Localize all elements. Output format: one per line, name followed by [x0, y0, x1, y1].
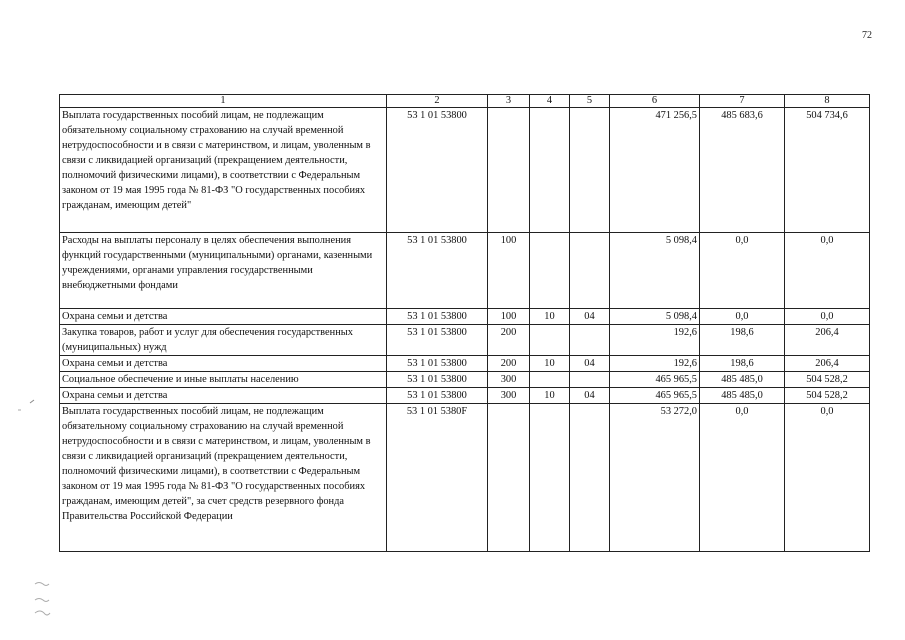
- header-col-7: 7: [700, 95, 785, 108]
- table-row: [60, 309, 870, 325]
- header-col-1: 1: [60, 95, 387, 108]
- header-col-6: 6: [610, 95, 700, 108]
- row-code: 53 1 01 53800: [387, 325, 488, 356]
- row-description: Расходы на выплаты персоналу в целях обеспечения выполнения функций государственными (муниципальными) органами, казенными учреждениями, органами управления государственными внебюджетными фондами: [60, 233, 387, 309]
- row-value-8: 0,0: [785, 309, 870, 325]
- row-value-8: 0,0: [785, 233, 870, 309]
- row-value-7: 0,0: [700, 309, 785, 325]
- row-value-6: 53 272,0: [610, 404, 700, 552]
- header-col-8: 8: [785, 95, 870, 108]
- header-col-2: 2: [387, 95, 488, 108]
- table-row: [60, 233, 870, 309]
- row-col3: 200: [488, 325, 530, 356]
- header-row: [60, 95, 870, 108]
- row-value-7: 198,6: [700, 356, 785, 372]
- row-code: 53 1 01 53800: [387, 356, 488, 372]
- row-value-6: 5 098,4: [610, 309, 700, 325]
- row-value-6: 465 965,5: [610, 372, 700, 388]
- row-description: Охрана семьи и детства: [60, 356, 387, 372]
- row-value-8: 0,0: [785, 404, 870, 552]
- header-col-5: 5: [570, 95, 610, 108]
- row-col3: 300: [488, 372, 530, 388]
- header-col-4: 4: [530, 95, 570, 108]
- row-description: Закупка товаров, работ и услуг для обеспечения государственных (муниципальных) нужд: [60, 325, 387, 356]
- row-col3: [488, 404, 530, 552]
- row-col3: 200: [488, 356, 530, 372]
- row-col5: 04: [570, 388, 610, 404]
- row-description: Охрана семьи и детства: [60, 388, 387, 404]
- row-code: 53 1 01 5380F: [387, 404, 488, 552]
- row-col5: [570, 233, 610, 309]
- row-col3: [488, 108, 530, 233]
- row-col4: [530, 404, 570, 552]
- row-value-7: 198,6: [700, 325, 785, 356]
- row-value-7: 0,0: [700, 404, 785, 552]
- row-description: Социальное обеспечение и иные выплаты населению: [60, 372, 387, 388]
- row-value-8: 504 734,6: [785, 108, 870, 233]
- table-row: [60, 108, 870, 233]
- row-value-6: 465 965,5: [610, 388, 700, 404]
- row-col5: [570, 372, 610, 388]
- row-col4: [530, 372, 570, 388]
- row-col5: [570, 404, 610, 552]
- row-description: Выплата государственных пособий лицам, не подлежащим обязательному социальному страхованию на случай временной нетрудоспособности и в связи с материнством, и лицам, уволенным в связи с ликвидацией организаций (прекращением деятельности, полномочий физическими лицами), в соответствии с Федеральным законом от 19 мая 1995 года № 81-ФЗ "О государственных пособиях гражданам, имеющим детей": [60, 108, 387, 233]
- row-code: 53 1 01 53800: [387, 309, 488, 325]
- row-value-6: 5 098,4: [610, 233, 700, 309]
- row-value-8: 206,4: [785, 325, 870, 356]
- row-col4: 10: [530, 356, 570, 372]
- row-value-6: 471 256,5: [610, 108, 700, 233]
- table-row: [60, 325, 870, 356]
- row-value-8: 504 528,2: [785, 388, 870, 404]
- budget-table: [59, 94, 870, 552]
- table-row: [60, 388, 870, 404]
- page-number: 72: [862, 30, 872, 41]
- row-description: Выплата государственных пособий лицам, не подлежащим обязательному социальному страхованию на случай временной нетрудоспособности и в связи с материнством, и лицам, уволенным в связи с ликвидацией организаций (прекращением деятельности, полномочий физическими лицами), в соответствии с Федеральным законом от 19 мая 1995 года № 81-ФЗ "О государственных пособиях гражданам, имеющим детей", за счет средств резервного фонда Правительства Российской Федерации: [60, 404, 387, 552]
- row-col4: [530, 233, 570, 309]
- row-value-7: 485 485,0: [700, 388, 785, 404]
- table-row: [60, 356, 870, 372]
- row-description: Охрана семьи и детства: [60, 309, 387, 325]
- row-value-8: 504 528,2: [785, 372, 870, 388]
- row-col3: 100: [488, 309, 530, 325]
- row-code: 53 1 01 53800: [387, 388, 488, 404]
- header-col-3: 3: [488, 95, 530, 108]
- row-col4: [530, 108, 570, 233]
- row-col5: 04: [570, 356, 610, 372]
- row-value-8: 206,4: [785, 356, 870, 372]
- row-col4: 10: [530, 309, 570, 325]
- row-value-7: 485 485,0: [700, 372, 785, 388]
- row-col3: 300: [488, 388, 530, 404]
- row-code: 53 1 01 53800: [387, 233, 488, 309]
- row-col5: [570, 325, 610, 356]
- row-col4: [530, 325, 570, 356]
- row-value-7: 0,0: [700, 233, 785, 309]
- row-col4: 10: [530, 388, 570, 404]
- table-row: [60, 404, 870, 552]
- row-col5: 04: [570, 309, 610, 325]
- row-col5: [570, 108, 610, 233]
- row-code: 53 1 01 53800: [387, 372, 488, 388]
- row-col3: 100: [488, 233, 530, 309]
- table-row: [60, 372, 870, 388]
- row-code: 53 1 01 53800: [387, 108, 488, 233]
- row-value-6: 192,6: [610, 356, 700, 372]
- row-value-6: 192,6: [610, 325, 700, 356]
- row-value-7: 485 683,6: [700, 108, 785, 233]
